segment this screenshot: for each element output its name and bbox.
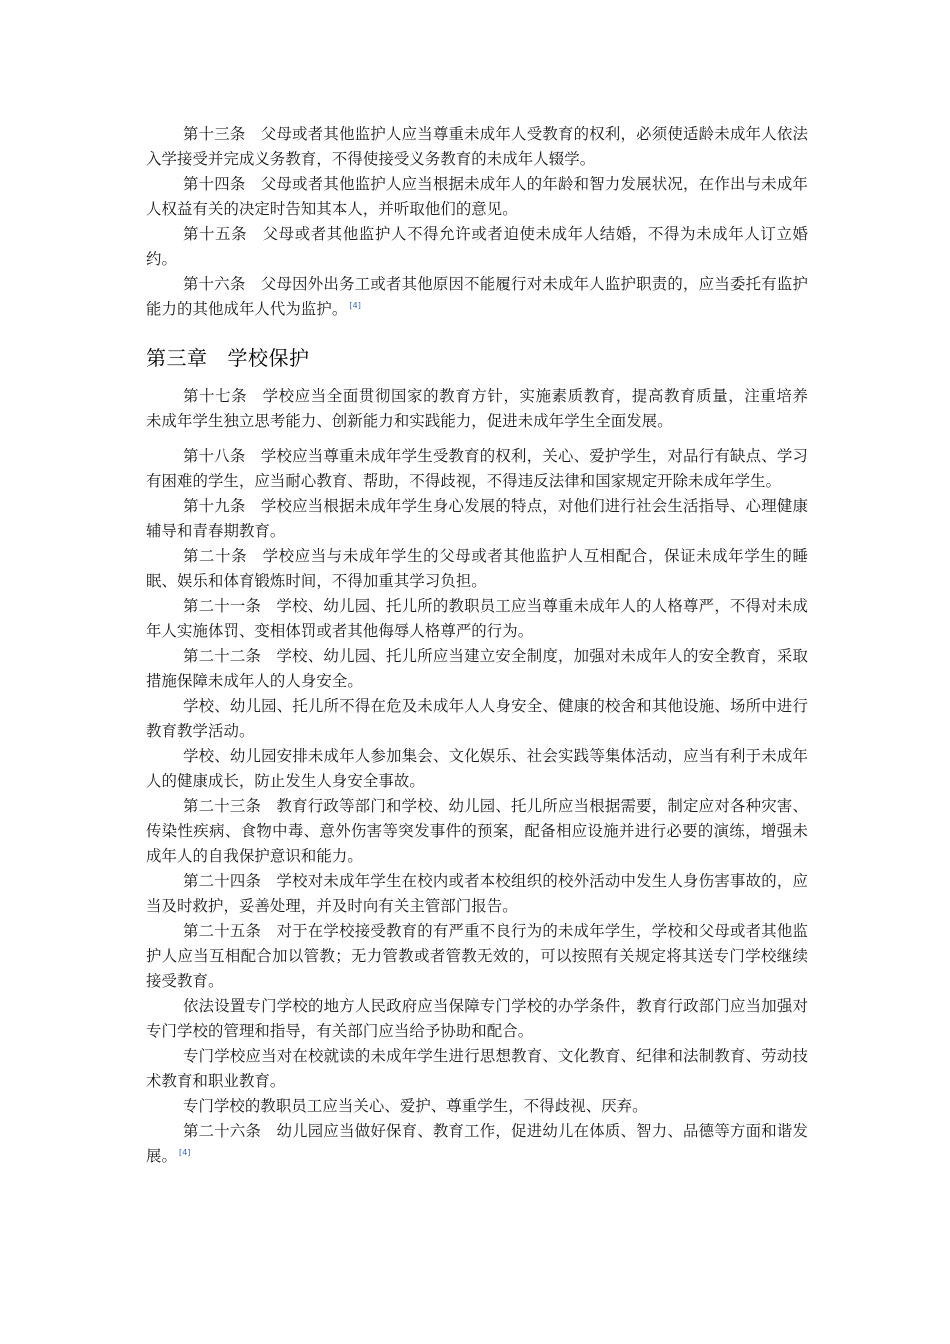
article-text: 学校应当根据未成年学生身心发展的特点，对他们进行社会生活指导、心理健康辅导和青春期教育。: [146, 497, 808, 540]
article-17: [146, 384, 824, 434]
article-16: [146, 272, 808, 322]
document-page: [146, 122, 824, 1169]
article-number: 第二十三条: [182, 797, 262, 815]
article-text: 依法设置专门学校的地方人民政府应当保障专门学校的办学条件，教育行政部门应当加强对专门学校的管理和指导，有关部门应当给予协助和配合。: [146, 997, 808, 1040]
article-text: 专门学校应当对在校就读的未成年学生进行思想教育、文化教育、纪律和法制教育、劳动技术教育和职业教育。: [146, 1047, 808, 1090]
article-number: 第十四条: [182, 175, 246, 193]
article-14: [146, 172, 808, 222]
article-number: 第十三条: [182, 125, 246, 143]
article-text: 学校对未成年学生在校内或者本校组织的校外活动中发生人身伤害事故的，应当及时救护，妥善处理，并及时向有关主管部门报告。: [146, 872, 808, 915]
article-18: [146, 444, 808, 494]
article-number: 第十八条: [182, 447, 246, 465]
article-number: 第二十条: [182, 547, 248, 565]
article-number: 第十七条: [182, 387, 248, 405]
article-text: 学校应当全面贯彻国家的教育方针，实施素质教育，提高教育质量，注重培养 未成年学生独立思考能力、创新能力和实践能力，促进未成年学生全面发展。: [146, 387, 824, 430]
chapter-number: 第三章: [146, 346, 208, 370]
article-22-para-2: [146, 694, 808, 744]
article-text: 学校、幼儿园、托儿所不得在危及未成年人人身安全、健康的校舍和其他设施、场所中进行教育教学活动。: [146, 697, 808, 740]
article-25-para-4: [146, 1094, 808, 1119]
article-number: 第二十二条: [182, 647, 262, 665]
article-number: 第二十五条: [182, 922, 262, 940]
article-19: [146, 494, 808, 544]
reference-link[interactable]: [4]: [349, 300, 362, 310]
article-text: 幼儿园应当做好保育、教育工作，促进幼儿在体质、智力、品德等方面和谐发展。: [146, 1122, 808, 1165]
article-25-para-3: [146, 1044, 808, 1094]
article-number: 第十六条: [182, 275, 246, 293]
article-21: [146, 594, 808, 644]
article-number: 第二十一条: [182, 597, 262, 615]
section-school-protection: [146, 384, 824, 1169]
article-23: [146, 794, 808, 869]
article-text: 父母或者其他监护人不得允许或者迫使未成年人结婚，不得为未成年人订立婚约。: [146, 225, 808, 268]
reference-link[interactable]: [4]: [178, 1147, 191, 1157]
article-26: [146, 1119, 808, 1169]
article-text: 学校、幼儿园、托儿所应当建立安全制度，加强对未成年人的安全教育，采取措施保障未成年人的人身安全。: [146, 647, 808, 690]
article-25-para-2: [146, 994, 808, 1044]
article-text: 父母因外出务工或者其他原因不能履行对未成年人监护职责的，应当委托有监护能力的其他成年人代为监护。: [146, 275, 808, 318]
article-text: 学校、幼儿园安排未成年人参加集会、文化娱乐、社会实践等集体活动，应当有利于未成年人的健康成长，防止发生人身安全事故。: [146, 747, 808, 790]
article-number: 第二十四条: [182, 872, 262, 890]
article-number: 第二十六条: [182, 1122, 262, 1140]
article-25: [146, 919, 808, 994]
article-text: 学校应当尊重未成年学生受教育的权利，关心、爱护学生，对品行有缺点、学习有困难的学生，应当耐心教育、帮助，不得歧视，不得违反法律和国家规定开除未成年学生。: [146, 447, 808, 490]
article-text: 父母或者其他监护人应当根据未成年人的年龄和智力发展状况，在作出与未成年人权益有关的决定时告知其本人，并听取他们的意见。: [146, 175, 808, 218]
section-guardian-duties: [146, 122, 808, 322]
chapter-heading: [146, 342, 808, 374]
article-text: 学校应当与未成年学生的父母或者其他监护人互相配合，保证未成年学生的睡眠、娱乐和体育锻炼时间，不得加重其学习负担。: [146, 547, 808, 590]
article-22: [146, 644, 808, 694]
article-15: [146, 222, 808, 272]
article-text: 教育行政等部门和学校、幼儿园、托儿所应当根据需要，制定应对各种灾害、传染性疾病、食物中毒、意外伤害等突发事件的预案，配备相应设施并进行必要的演练，增强未成年人的自我保护意识和能力。: [146, 797, 808, 865]
article-number: 第十九条: [182, 497, 246, 515]
article-13: [146, 122, 808, 172]
article-24: [146, 869, 808, 919]
article-22-para-3: [146, 744, 808, 794]
article-text: 父母或者其他监护人应当尊重未成年人受教育的权利，必须使适龄未成年人依法入学接受并完成义务教育，不得使接受义务教育的未成年人辍学。: [146, 125, 808, 168]
article-text: 学校、幼儿园、托儿所的教职员工应当尊重未成年人的人格尊严，不得对未成年人实施体罚、变相体罚或者其他侮辱人格尊严的行为。: [146, 597, 808, 640]
article-text: 对于在学校接受教育的有严重不良行为的未成年学生，学校和父母或者其他监护人应当互相配合加以管教；无力管教或者管教无效的，可以按照有关规定将其送专门学校继续接受教育。: [146, 922, 808, 990]
article-20: [146, 544, 808, 594]
article-text: 专门学校的教职员工应当关心、爱护、尊重学生，不得歧视、厌弃。: [182, 1097, 648, 1115]
chapter-title: 学校保护: [227, 346, 310, 370]
article-number: 第十五条: [182, 225, 248, 243]
